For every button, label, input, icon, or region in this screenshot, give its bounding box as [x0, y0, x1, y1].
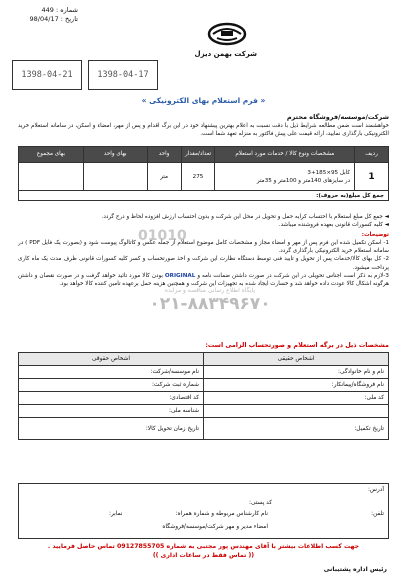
registration-number-field[interactable]: شماره ثبت شرکت:: [19, 379, 204, 392]
company-name: شرکت بهمن دیزل: [194, 50, 257, 58]
row-quantity: 275: [181, 163, 215, 191]
contact-hours: (( تماس فقط در ساعات اداری )): [152, 552, 255, 559]
contact-phone[interactable]: 09127855705: [116, 543, 165, 550]
note-bullet-2: ◄ کلیه کسورات قانونی بعهده فروشنده میباشد.: [18, 221, 389, 229]
header-unit-price: بهای واحد: [83, 147, 147, 163]
contact-tail: تماس حاصل فرمایید .: [47, 543, 115, 550]
header-total-price: بهای مجموع: [19, 147, 84, 163]
description-line-1: کابل 95×185+3: [307, 169, 351, 176]
number-value: 449: [41, 6, 54, 14]
store-name-field[interactable]: نام فروشگاه/پیمانکار:: [204, 379, 389, 392]
date-value: 98/04/17: [29, 15, 59, 23]
document-meta: [18, 6, 78, 24]
full-name-field[interactable]: نام و نام خانوادگی:: [204, 366, 389, 379]
signatory-title: رئیس اداره پشتیبانی: [323, 566, 387, 573]
header-row-number: ردیف: [355, 147, 389, 163]
watermark-text: پایگاه اطلاع رسانی مناقصه و مزایده: [164, 287, 256, 294]
description-line-2: در سایزهای 140متر و 100متر و 35متر: [256, 177, 351, 184]
form-title: « فرم استعلام بهای الکترونیکی »: [141, 96, 266, 105]
note-1: 1- اسکن تکمیل شده این فرم پس از مهر و امضاء مجاز و مشخصات کامل موضوع استعلام از جمله عکس و کاتالوگ پیوست شود و (بصورت یک فایل PDF ) در سامانه استعلام خرید الکترونیکی بارگذاری گردد.: [18, 239, 390, 255]
company-name-field[interactable]: نام موسسه/شرکت:: [19, 366, 204, 379]
party-info-table: [18, 352, 389, 440]
header-quantity: تعداد/مقدار: [181, 147, 215, 163]
date-stamp-right: 1398-04-17: [88, 60, 158, 90]
date-stamp-left: 1398-04-21: [12, 60, 82, 90]
bahman-logo-icon: [207, 22, 247, 48]
row-unit-price-field[interactable]: [83, 163, 147, 191]
notes-section: [18, 213, 389, 289]
company-logo: [194, 22, 257, 64]
empty-field: [204, 405, 389, 418]
table-row: [19, 366, 389, 379]
table-row: [19, 392, 389, 405]
table-row: [19, 379, 389, 392]
greeting: شرکت/موسسه/فروشگاه محترم: [286, 113, 389, 121]
table-row: [19, 163, 389, 191]
sum-label: جمع کل مبلغ(به حروف):: [316, 192, 384, 199]
completion-date-field[interactable]: تاریخ تکمیل:: [204, 418, 389, 440]
contact-text: جهت کسب اطلاعات بیشتر با آقای مهندس پور مجتبی به شماره: [166, 543, 360, 550]
signature-field[interactable]: امضاء مدیر و مهر شرکت/موسسه/فروشگاه: [162, 524, 268, 530]
watermark: [90, 286, 330, 314]
phone-field[interactable]: تلفن:: [371, 511, 384, 517]
watermark-top: 01010: [138, 228, 187, 244]
number-label: شماره :: [56, 6, 78, 14]
national-id-field[interactable]: شناسه ملی:: [19, 405, 204, 418]
employee-field[interactable]: نام کارشناس مربوطه و شماره همراه:: [175, 511, 268, 517]
party-header-row: [19, 353, 389, 366]
note-bullet-1: ◄ جمع کل مبلغ استعلام با احتساب کرایه حمل و تحویل در محل این شرکت و بدون احتساب ارزش افزوده لحاظ و درج گردد.: [18, 213, 389, 221]
document-date: [18, 15, 78, 24]
sum-in-words-field[interactable]: [19, 191, 389, 201]
note-3: [18, 272, 389, 289]
note-3-part-c: بودن کالا مورد تائید خواهد گرفت و در صورت نقصان و داشتن هرگونه اشکال کالا عودت داده خواهد شد و خسارت ایجاد شده به تجهیزات این شرکت و همچنین هزینه حمل برعهده تامین کننده کالا خواهد بود.: [18, 273, 389, 288]
header-unit: واحد: [147, 147, 181, 163]
national-code-field[interactable]: کد ملی:: [204, 392, 389, 405]
contact-info: [18, 542, 389, 560]
notes-title: توضیحات:: [361, 231, 389, 238]
sum-row: [19, 191, 389, 201]
table-row: [19, 405, 389, 418]
address-field[interactable]: آدرس:: [367, 487, 384, 493]
watermark-phone: ۰۲۱-۸۸۳۴۹۶۷۰: [149, 294, 271, 314]
row-number: 1: [355, 163, 389, 191]
address-box: [18, 483, 389, 539]
natural-person-header: اشخاص حقیقی: [204, 353, 389, 366]
intro-text: خواهشمند است ضمن مطالعه شرایط ذیل با دقت نسبت به اعلام بهترین پیشنهاد خود در این برگ اقدام و پس از مهر، امضاء و اسکن، در سامانه استعلام خرید الکترونیکی بارگذاری نمایید، ارائه قیمت علی پیش فاکتور به منزله تعهد شما است.: [18, 123, 389, 137]
required-info-heading: مشخصات ذیل در برگه استعلام و صورتحساب الزامی است:: [205, 341, 389, 349]
date-stamps: [12, 60, 162, 92]
contact-line-1: [18, 542, 389, 551]
row-description: [215, 163, 355, 191]
items-table: [18, 146, 389, 201]
note-3-original: ORIGINAL: [164, 273, 196, 280]
note-2: 2- کل بهای کالا/خدمات پس از تحویل و تایید فنی توسط دستگاه نظارت این شرکت و اخذ صورتحساب و کسر کلیه کسورات قانونی ظرف مدت یک ماه کاری پرداخت میشود.: [18, 256, 389, 271]
items-header-row: [19, 147, 389, 163]
fax-field[interactable]: نمابر:: [109, 511, 123, 517]
header-description: مشخصات ونوع کالا / خدمات مورد استعلام: [215, 147, 355, 163]
document-number: [18, 6, 78, 15]
postal-code-field[interactable]: کد پستی:: [249, 500, 272, 506]
legal-entity-header: اشخاص حقوقی: [19, 353, 204, 366]
row-total-price-field[interactable]: [19, 163, 84, 191]
date-label: تاریخ :: [60, 15, 78, 23]
delivery-date-field[interactable]: تاریخ زمان تحویل کالا:: [19, 418, 204, 440]
economic-code-field[interactable]: کد اقتصادی:: [19, 392, 204, 405]
note-3-part-a: 3-لازم به ذکر است اجناس تحویلی در این شرکت در صورت داشتن ضمانت نامه و: [197, 273, 389, 280]
row-unit: متر: [147, 163, 181, 191]
table-row: [19, 418, 389, 440]
